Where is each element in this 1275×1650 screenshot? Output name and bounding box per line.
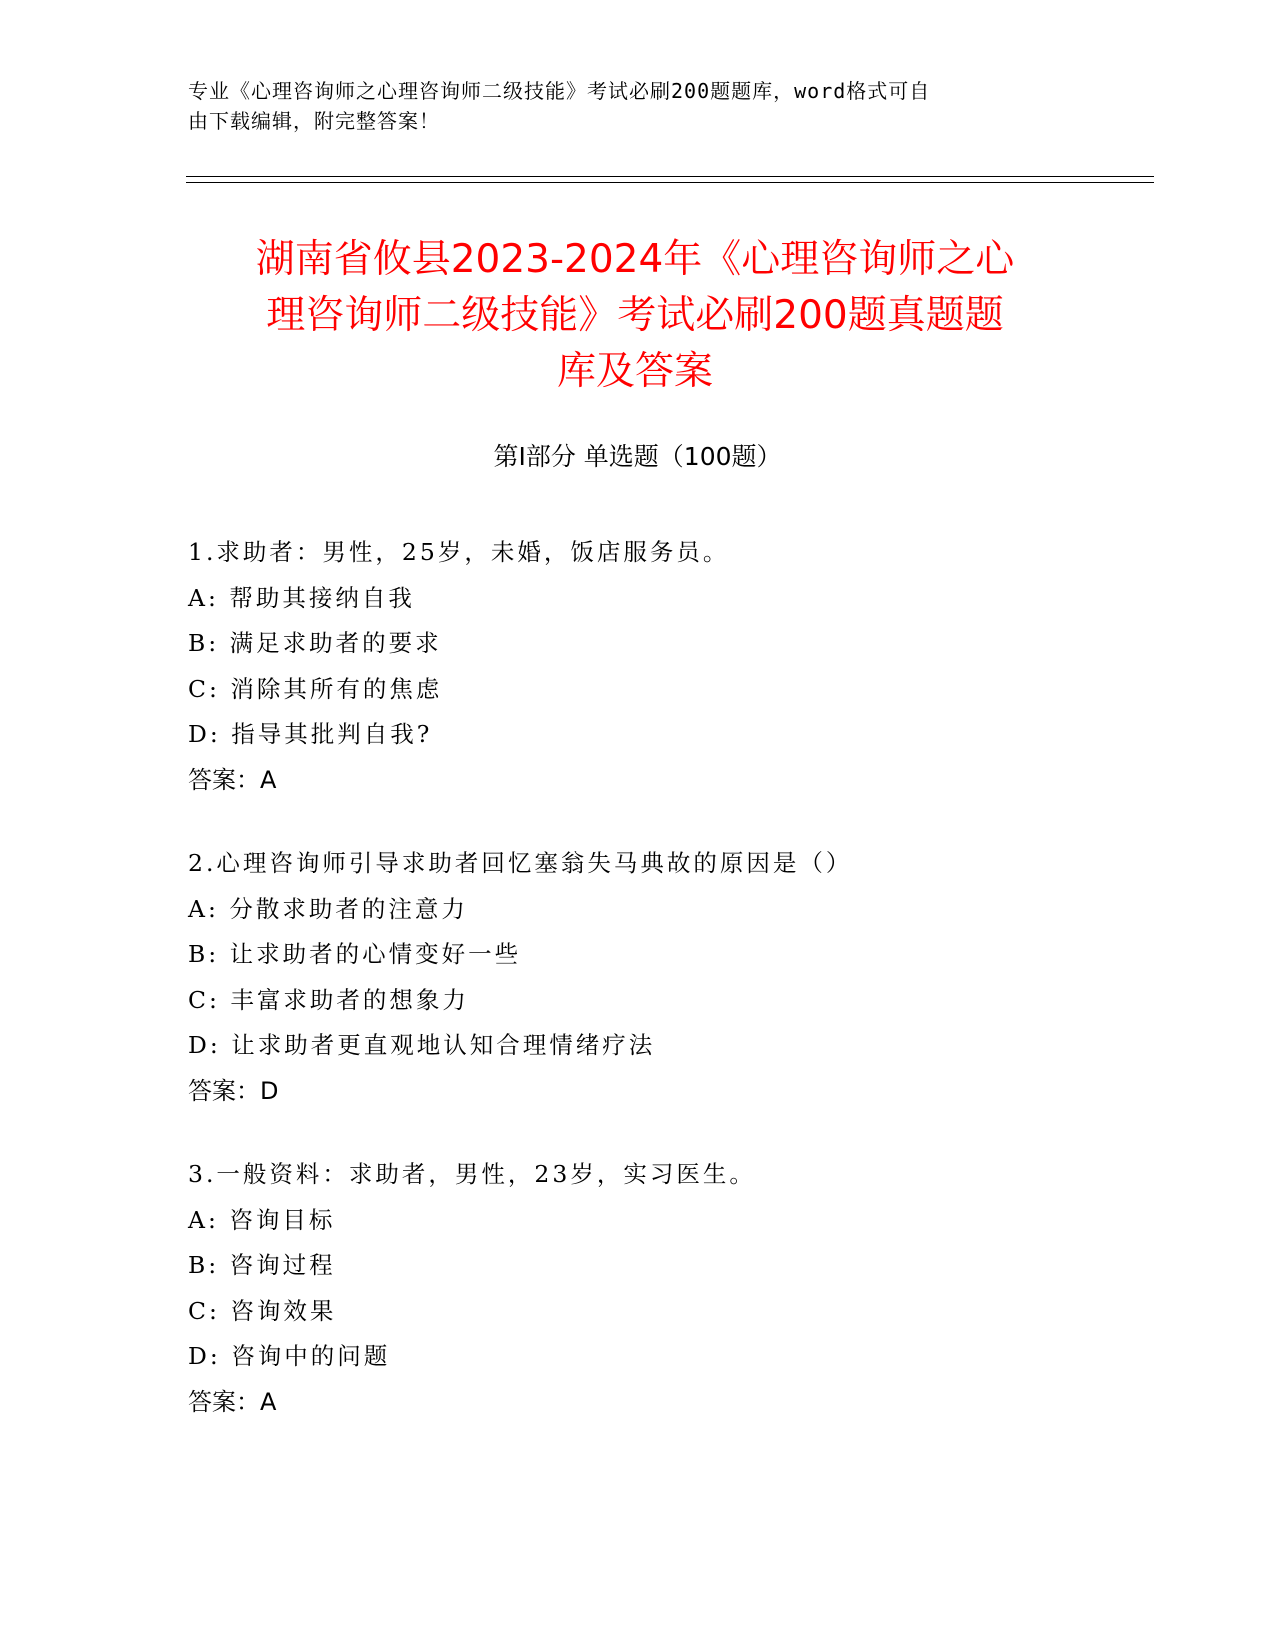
question-stem: 3.一般资料：求助者，男性，23岁，实习医生。 (188, 1160, 756, 1188)
question-2 (188, 841, 1138, 1114)
option-b: B: 咨询过程 (188, 1251, 336, 1279)
header-note-line-1: 专业《心理咨询师之心理咨询师二级技能》考试必刷200题题库，word格式可自 (188, 79, 931, 103)
option-b: B: 满足求助者的要求 (188, 629, 442, 657)
question-list (188, 530, 1138, 1463)
option-a: A: 帮助其接纳自我 (188, 583, 415, 612)
option-c: C: 消除其所有的焦虑 (188, 674, 443, 703)
answer: 答案：D (188, 1076, 279, 1105)
document-title-line-2: 理咨询师二级技能》考试必刷200题真题题 (266, 293, 1004, 338)
document-title-line-1: 湖南省攸县2023-2024年《心理咨询师之心 (255, 237, 1015, 282)
header-divider-top (186, 176, 1154, 177)
option-a: A: 咨询目标 (188, 1205, 336, 1234)
option-d: D: 指导其批判自我? (188, 720, 433, 748)
answer: 答案：A (188, 1387, 277, 1416)
option-b: B: 让求助者的心情变好一些 (188, 940, 522, 968)
header-note-line-2: 由下载编辑，附完整答案！ (188, 109, 440, 133)
option-c: C: 丰富求助者的想象力 (188, 985, 469, 1014)
question-stem: 1.求助者：男性，25岁，未婚，饭店服务员。 (188, 538, 730, 566)
option-c: C: 咨询效果 (188, 1296, 337, 1325)
option-d: D: 咨询中的问题 (188, 1342, 391, 1370)
answer: 答案：A (188, 765, 277, 794)
question-3 (188, 1152, 1138, 1425)
option-a: A: 分散求助者的注意力 (188, 894, 468, 923)
option-d: D: 让求助者更直观地认知合理情绪疗法 (188, 1031, 656, 1059)
document-title (180, 232, 1090, 400)
section-title: 第Ⅰ部分 单选题（100题） (493, 442, 782, 471)
question-stem: 2.心理咨询师引导求助者回忆塞翁失马典故的原因是（） (188, 849, 853, 877)
header-note (188, 76, 1088, 136)
document-title-line-3: 库及答案 (556, 349, 713, 394)
question-1 (188, 530, 1138, 803)
header-divider-bottom (186, 182, 1154, 183)
